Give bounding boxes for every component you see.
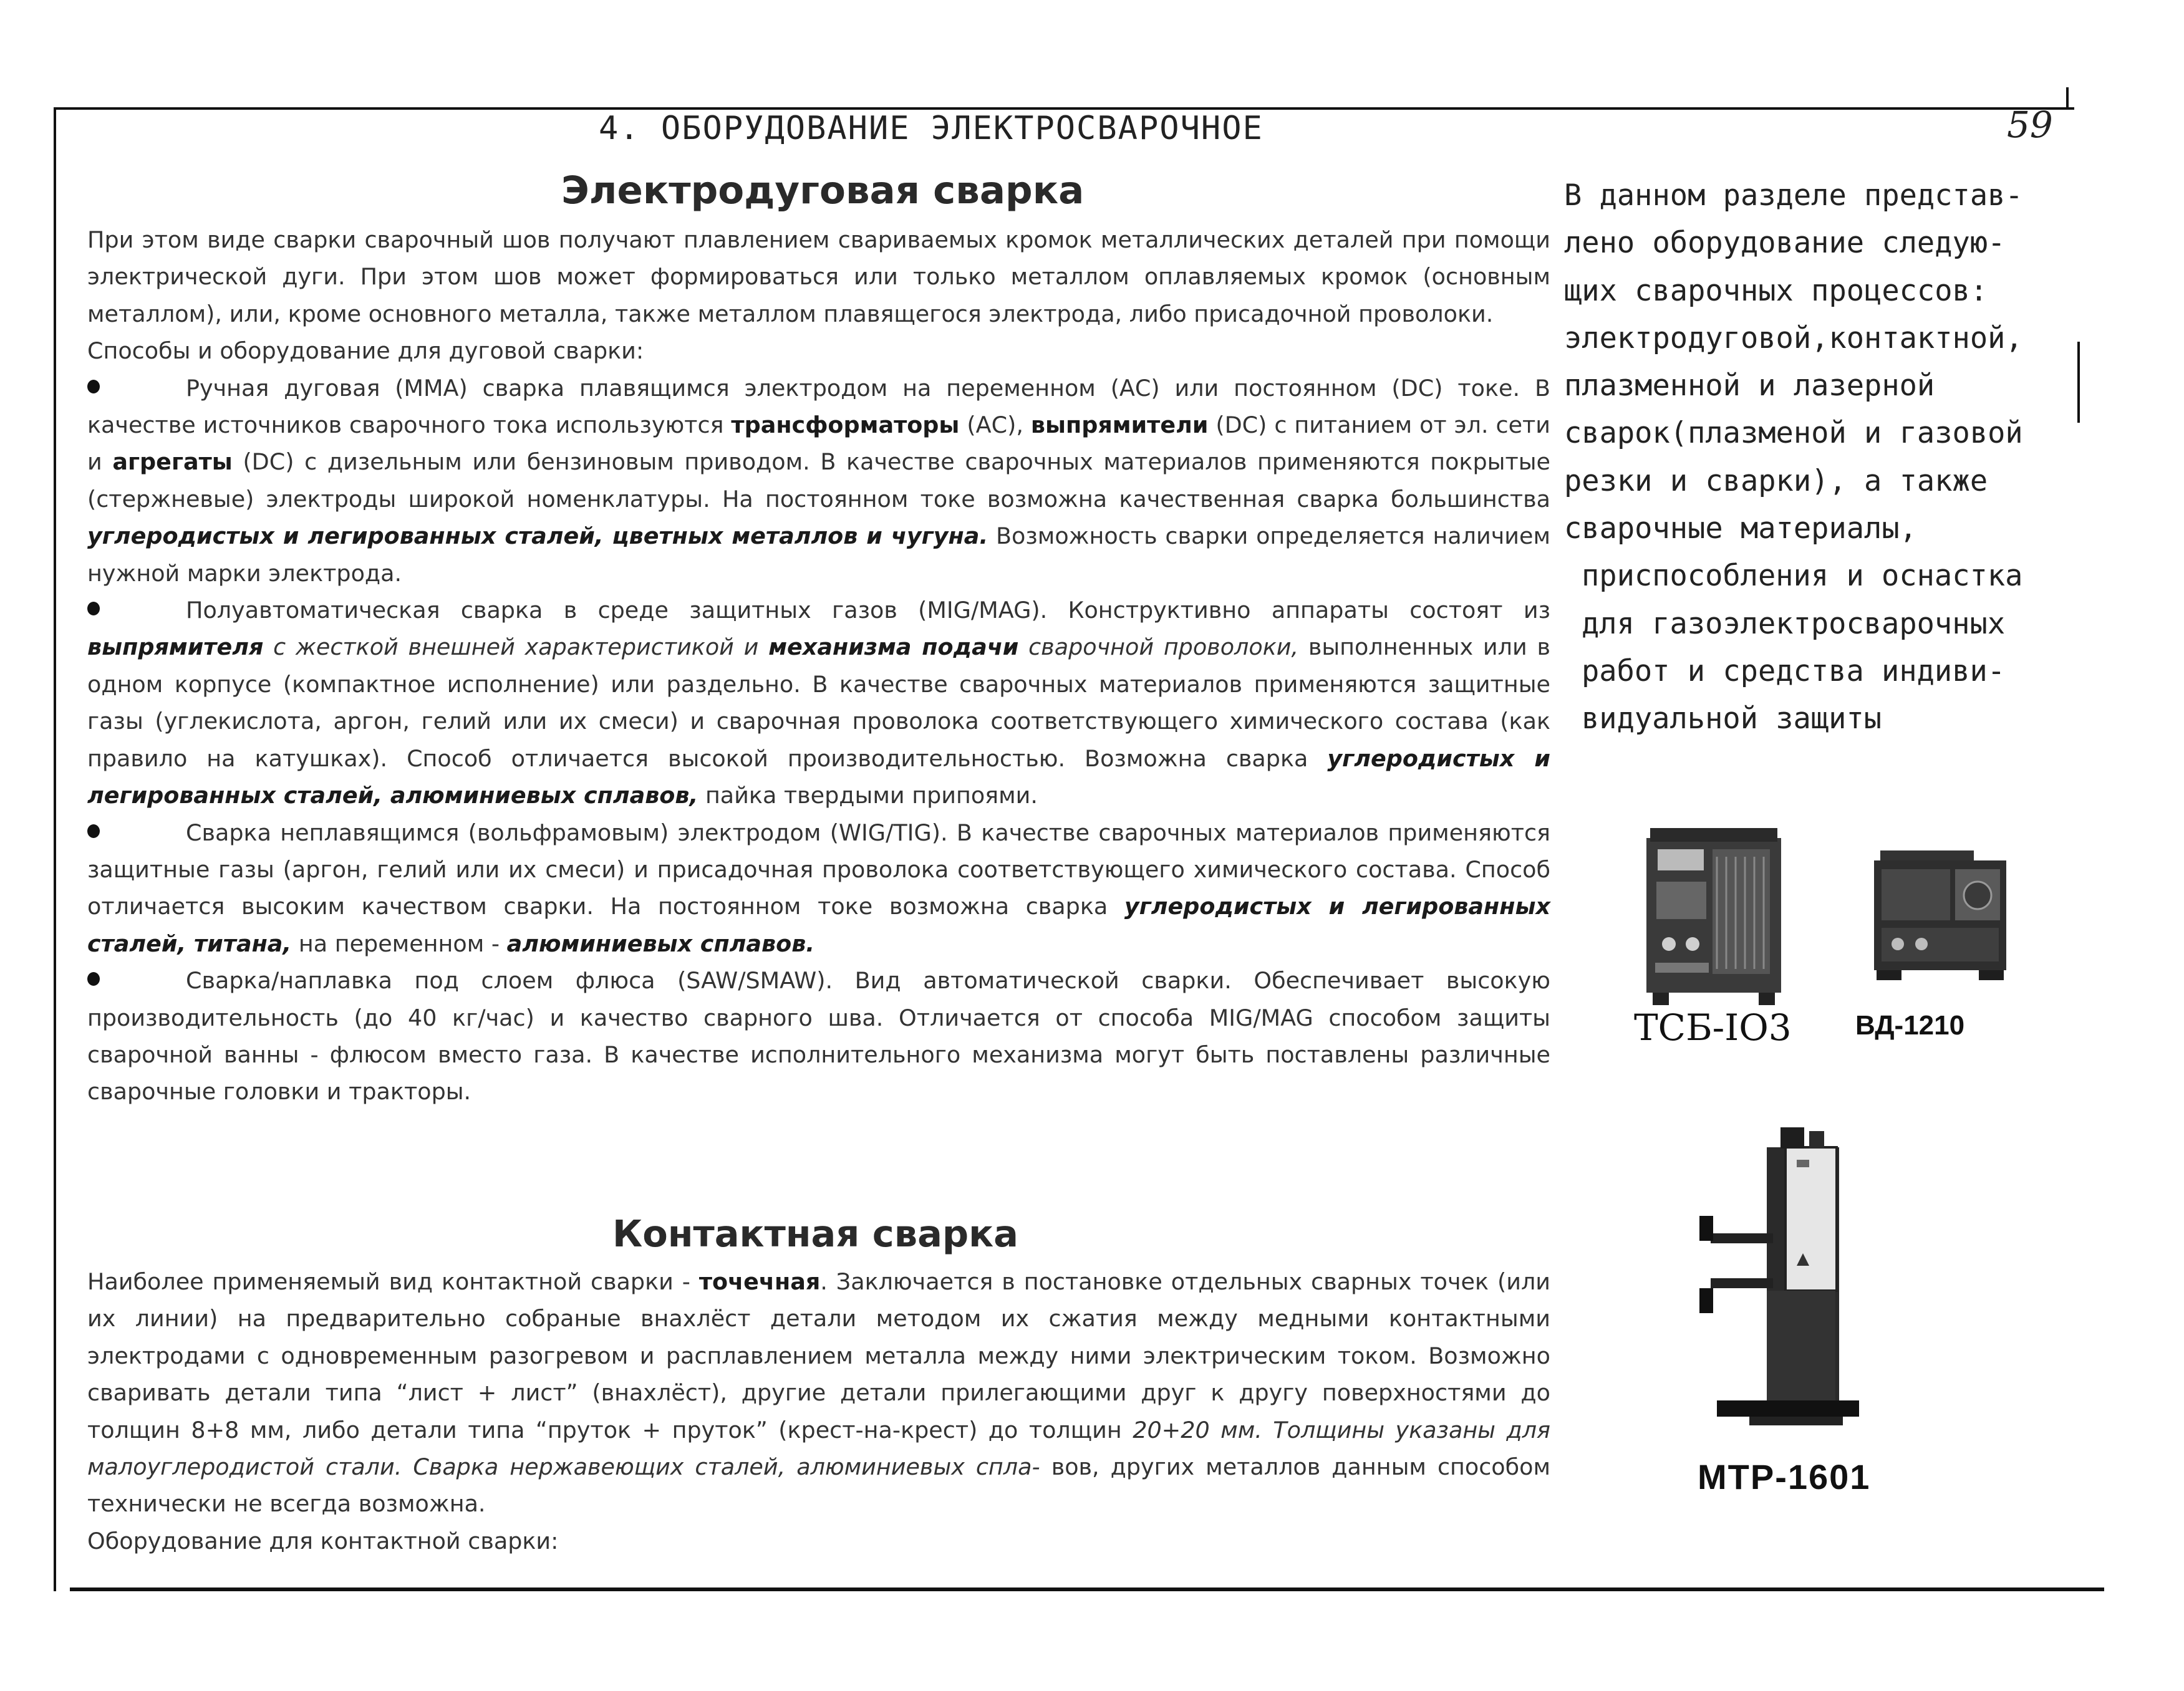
description-line: щих сварочных процессов: [1564, 273, 1988, 308]
text-run: Ручная дуговая (ММА) сварка плавящимся электродом на переменном (АС) или постоянном (DC) токе. В качестве источников сварочного тока используются [87, 374, 1550, 439]
bold-term: механизма подачи [768, 634, 1019, 661]
mma-paragraph [87, 370, 1550, 592]
bold-term: трансформаторы [731, 412, 960, 439]
arc-welding-body [87, 221, 1550, 1110]
description-line: сварок(плазменой и газовой [1564, 416, 2023, 451]
bullet-icon [87, 824, 100, 838]
description-line: резки и сварки), а также [1564, 463, 1988, 498]
bullet-icon [87, 380, 100, 393]
italic-run: сварочной проволоки, [1018, 634, 1299, 661]
mig-paragraph [87, 592, 1550, 814]
contact-paragraph [87, 1263, 1550, 1523]
product-label-tsb: ТСБ-IO3 [1634, 1006, 1792, 1049]
product-label-mtp: МТР-1601 [1698, 1457, 1871, 1496]
text-run: (АС), [959, 412, 1031, 439]
methods-heading: Способы и оборудование для дуговой сварки: [87, 337, 644, 365]
bold-term: выпрямители [1030, 412, 1209, 439]
description-line: плазменной и лазерной [1564, 369, 1935, 403]
frame-left-line [54, 107, 56, 1591]
product-label-vd: ВД-1210 [1855, 1010, 1965, 1041]
bullet-icon [87, 602, 100, 615]
description-line: для газоэлектросварочных [1582, 606, 2006, 641]
text-run: Полуавтоматическая сварка в среде защитных газов (MIG/MAG). Конструктивно аппараты состоят из [186, 597, 1550, 624]
page-number: 59 [2007, 104, 2053, 146]
bullet-icon [87, 972, 100, 986]
materials-emphasis: углеродистых и легированных сталей, алюминиевых сплавов, [87, 744, 1551, 809]
description-line: лено оборудование следую- [1564, 226, 2006, 261]
materials-emphasis: углеродистых и легированных сталей, титана, [87, 893, 1550, 957]
description-line: приспособления и оснастка [1582, 559, 2023, 594]
bold-term: агрегаты [112, 448, 233, 476]
text-run: Сварка/наплавка под слоем флюса (SAW/SMAW). Вид автоматической сварки. Обеспечивает высокую производительность (до 40 кг/час) и качество сварного шва. Отличается от способа MIG/MAG способом защиты сварочной ванны - флюсом вместо газа. В качестве исполнительного механизма могут быть поставлены различные сварочные головки и тракторы. [87, 967, 1550, 1106]
italic-run: с жесткой внешней характеристикой и [263, 634, 769, 661]
contact-welding-body [87, 1263, 1550, 1559]
bold-term: выпрямителя [87, 634, 264, 661]
saw-paragraph [87, 962, 1550, 1110]
description-line: работ и средства индиви- [1582, 653, 2006, 688]
text-run: Сварка неплавящимся (вольфрамовым) электродом (WIG/TIG). В качестве сварочных материалов применяются защитные газы (аргон, гелий или их смеси) и присадочная проволока соответствующего химического состава. Способ отличается высоким качеством сварки. На постоянном токе возможна сварка [87, 819, 1550, 920]
welding-inverter-image [1639, 822, 1789, 1009]
equipment-heading: Оборудование для контактной сварки: [87, 1527, 559, 1554]
text-run: пайка твердыми припоями. [698, 782, 1038, 809]
welding-rectifier-image [1868, 847, 2011, 984]
text-run: вов, других металлов данным способом технически не всегда возможна. [87, 1453, 1551, 1518]
text-run: выполненных или в одном корпусе (компактное исполнение) или раздельно. В качестве сварочных материалов применяются защитные газы (углекислота, аргон, гелий или их смеси) и сварочная проволока соответствующего химического состава (как правило на катушках). Способ отличается высокой производительностью. Возможна сварка [87, 634, 1550, 772]
description-line: видуальной защиты [1582, 701, 1882, 736]
description-line: электродуговой,контактной, [1564, 320, 2023, 355]
bold-term: точечная [698, 1268, 821, 1295]
contact-welding-title: Контактная сварка [612, 1212, 1018, 1255]
description-line: В данном разделе представ- [1564, 178, 2023, 213]
section-description [1564, 172, 2082, 743]
frame-bottom-line [70, 1587, 2104, 1591]
arc-intro-paragraph: При этом виде сварки сварочный шов получают плавлением свариваемых кромок металлических деталей при помощи электрической дуги. При этом шов может формироваться или только металлом оплавляемых кромок (основным металлом), или, кроме основного металла, также металлом плавящегося электрода, либо присадочной проволоки. [87, 226, 1550, 327]
text-run: (DC) с дизельным или бензиновым приводом. В качестве сварочных материалов применяются покрытые (стержневые) электроды широкой номенклатуры. На постоянном токе возможна качественная сварка большинства [87, 448, 1550, 513]
text-run: . Заключается в постановке отдельных сварных точек (или их линии) на предварительно собраные внахлёст детали методом их сжатия между медными контактными электродами с одновременным разогревом и расплавлением металла между ними электрическим током. Возможно сваривать детали типа “лист + лист” (внахлёст), другие детали прилегающими друг к другу поверхностями до толщин 8+8 мм, либо детали типа “пруток + пруток” (крест-на-крест) до толщин [87, 1268, 1550, 1443]
materials-emphasis: углеродистых и легированных сталей, цветных металлов и чугуна. [87, 523, 988, 550]
arc-welding-title: Электродуговая сварка [561, 168, 1085, 213]
text-run: Наиболее применяемый вид контактной сварки - [87, 1268, 699, 1295]
description-line: сварочные материалы, [1564, 511, 1917, 546]
spot-welding-machine-image [1693, 1122, 1880, 1453]
italic-run: 20+20 мм. Толщины указаны для малоуглеродистой стали. Сварка нержавеющих сталей, алюминиевых спла- [87, 1416, 1550, 1481]
tig-paragraph [87, 814, 1550, 963]
text-run: (DC) с питанием от эл. сети и [87, 412, 1551, 476]
frame-corner-tick [2066, 87, 2069, 110]
text-run: на переменном - [291, 930, 507, 957]
text-run: Возможность сварки определяется наличием нужной марки электрода. [87, 523, 1550, 587]
section-heading: 4. ОБОРУДОВАНИЕ ЭЛЕКТРОСВАРОЧНОЕ [599, 110, 1264, 147]
materials-emphasis: алюминиевых сплавов. [506, 930, 815, 957]
